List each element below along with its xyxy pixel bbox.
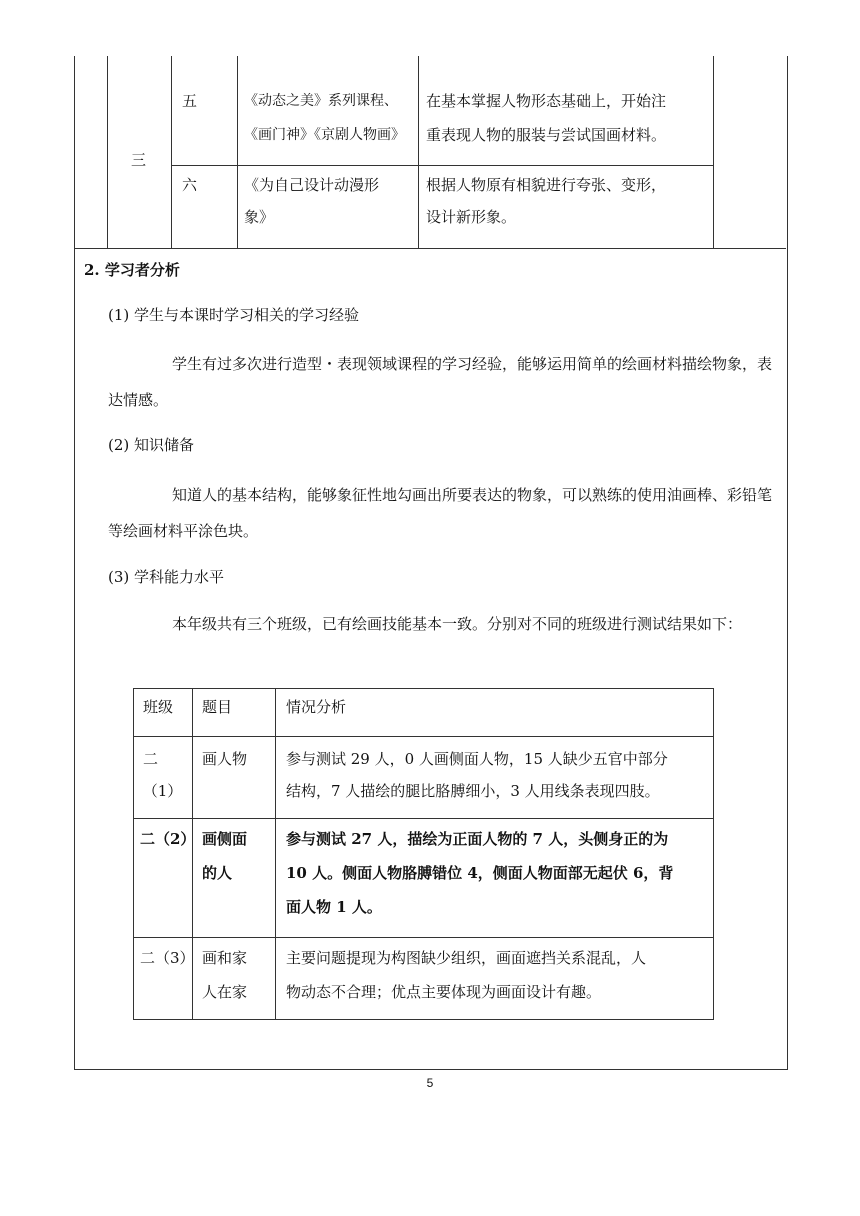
paragraph: 本年级共有三个班级，已有绘画技能基本一致。分别对不同的班级进行测试结果如下： [172,615,743,633]
class-cell: 二 [143,750,159,768]
class-cell: （1） [142,782,183,800]
analysis-cell: 面人物 1 人。 [286,898,382,916]
analysis-cell: 结构，7 人描绘的腿比胳膊细小，3 人用线条表现四肢。 [286,782,660,800]
subsection-title: (3) 学科能力水平 [108,568,225,586]
table-header: 情况分析 [286,698,347,716]
topic-cell: 的人 [202,864,233,882]
desc-cell: 根据人物原有相貌进行夸张、变形， [426,176,667,194]
class-cell: 二（3） [140,949,195,967]
table-header: 班级 [143,698,174,716]
course-cell: 《画门神》《京剧人物画》 [244,127,405,143]
section-heading: 2. 学习者分析 [84,261,180,279]
subsection-title: (1) 学生与本课时学习相关的学习经验 [108,306,360,324]
course-cell: 《为自己设计动漫形 [244,176,380,194]
desc-cell: 重表现人物的服装与尝试国画材料。 [426,126,667,144]
desc-cell: 在基本掌握人物形态基础上，开始注 [426,92,667,110]
analysis-cell: 10 人。侧面人物胳膊错位 4，侧面人物面部无起伏 6，背 [286,864,674,882]
group-cell: 三 [131,151,147,169]
analysis-cell: 主要问题提现为构图缺少组织，画面遮挡关系混乱，人 [286,949,647,967]
analysis-cell: 参与测试 27 人，描绘为正面人物的 7 人，头侧身正的为 [286,830,669,848]
topic-cell: 画人物 [202,750,248,768]
topic-cell: 人在家 [202,983,248,1001]
course-cell: 《动态之美》系列课程、 [244,93,398,109]
page-number: 5 [426,1076,434,1090]
class-cell: 二（2） [140,830,196,848]
topic-cell: 画和家 [202,949,248,967]
analysis-cell: 参与测试 29 人，0 人画侧面人物，15 人缺少五官中部分 [286,750,668,768]
paragraph: 知道人的基本结构，能够象征性地勾画出所要表达的物象，可以熟练的使用油画棒、彩铅笔等绘画材料平涂色块。 [108,486,773,540]
table-header: 题目 [202,698,233,716]
paragraph: 学生有过多次进行造型・表现领域课程的学习经验，能够运用简单的绘画材料描绘物象，表达情感。 [108,355,773,409]
subsection-title: (2) 知识储备 [108,436,195,454]
unit-cell: 六 [182,176,198,194]
unit-cell: 五 [182,92,198,110]
desc-cell: 设计新形象。 [426,208,517,226]
topic-cell: 画侧面 [202,830,248,848]
course-cell: 象》 [244,208,275,226]
analysis-cell: 物动态不合理；优点主要体现为画面设计有趣。 [286,983,602,1001]
